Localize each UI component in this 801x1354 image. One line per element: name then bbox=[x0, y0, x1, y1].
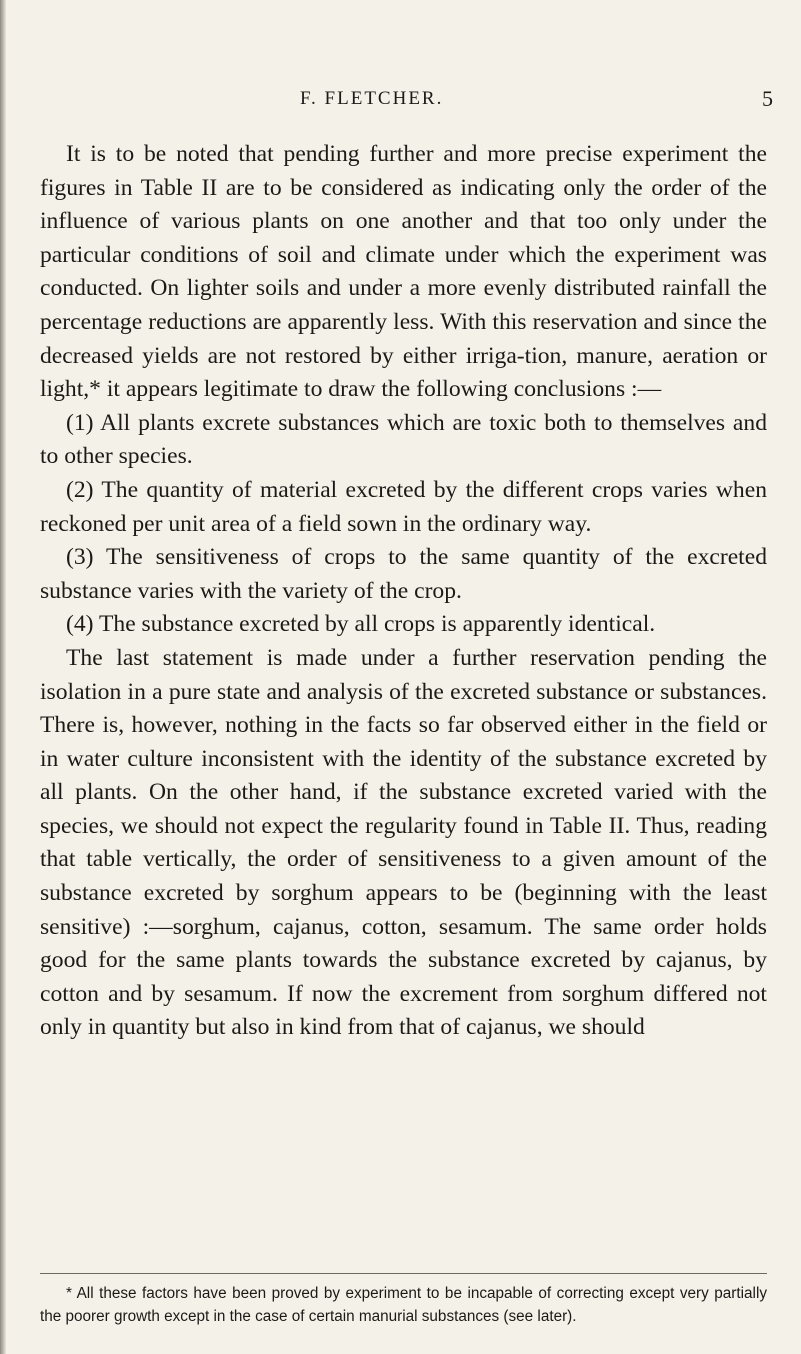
footnote-rule bbox=[40, 1273, 767, 1274]
footnote-text: * All these factors have been proved by experiment to be incapable of correcting except very partially the poorer growth except in the case of certain manurial substances (see later). bbox=[40, 1285, 767, 1325]
running-head: F. FLETCHER. bbox=[300, 88, 444, 109]
conclusion-2: (2) The quantity of material excreted by the different crops varies when reckoned per unit area of a field sown in the ordinary way. bbox=[40, 476, 767, 537]
conclusion-4: (4) The substance excreted by all crops is apparently identical. bbox=[66, 611, 656, 638]
page-number: 5 bbox=[762, 86, 773, 111]
body-text bbox=[40, 138, 767, 1045]
footnote bbox=[40, 1282, 767, 1328]
paragraph-reservation: It is to be noted that pending further and more precise experiment the figures in Table II are to be considered as indicating only the order of the influence of various plants on one another and that too only under the particular conditions of soil and climate under which the experiment was conducted. On lighter soils and under a more evenly distributed rainfall the percentage reductions are apparently less. With this reservation and since the decreased yields are not restored by either irriga-tion, manure, aeration or light,* it appears legitimate to draw the following conclusions :— bbox=[40, 141, 767, 403]
conclusion-1: (1) All plants excrete substances which are toxic both to themselves and to other species. bbox=[40, 409, 767, 470]
paragraph-last-statement: The last statement is made under a further reservation pending the isolation in a pure state and analysis of the excreted substance or substances. There is, however, nothing in the facts so far observed either in the field or in water culture inconsistent with the identity of the substance excreted by all plants. On the other hand, if the substance excreted varied with the species, we should not expect the regularity found in Table II. Thus, reading that table vertically, the order of sensitiveness to a given amount of the substance excreted by sorghum appears to be (beginning with the least sensitive) :—sorghum, cajanus, cotton, sesamum. The same order holds good for the same plants towards the substance excreted by cajanus, by cotton and by sesamum. If now the excrement from sorghum differed not only in quantity but also in kind from that of cajanus, we should bbox=[40, 644, 767, 1041]
page-edge-shadow bbox=[0, 0, 6, 1354]
page-header bbox=[0, 88, 801, 118]
conclusion-3: (3) The sensitiveness of crops to the same quantity of the excreted substance varies with the variety of the crop. bbox=[40, 544, 767, 604]
